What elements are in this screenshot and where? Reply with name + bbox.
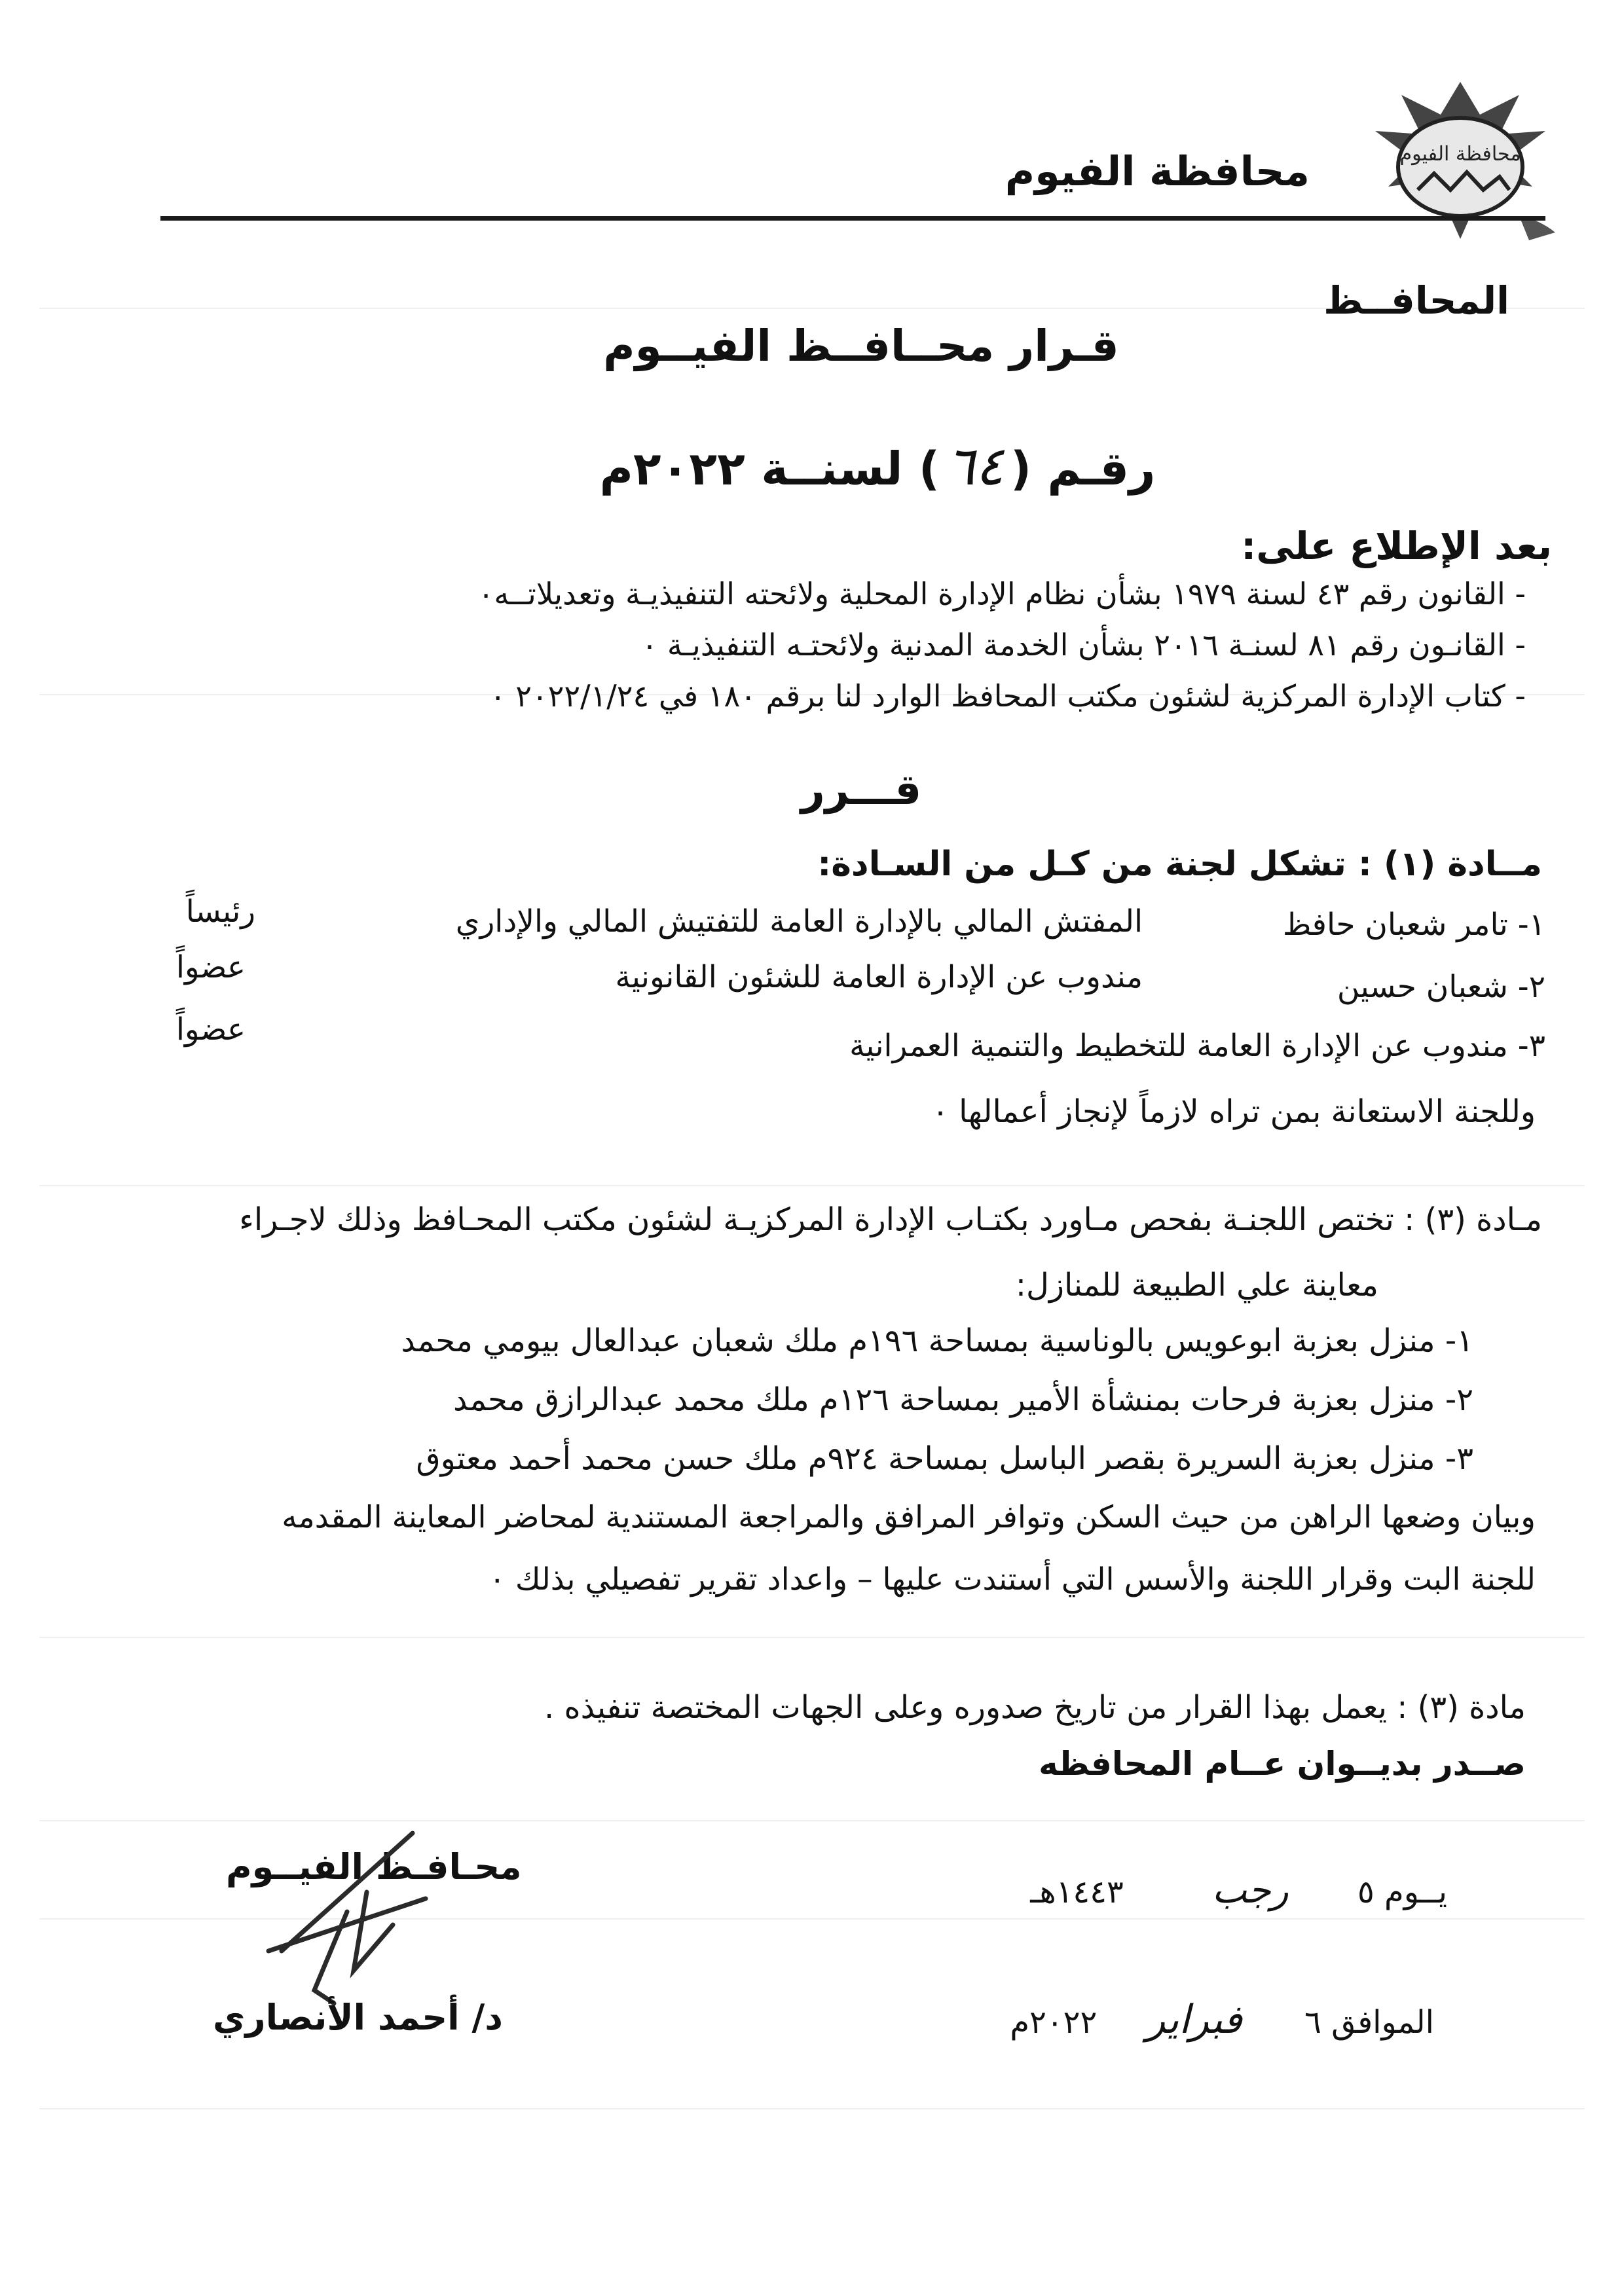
preamble-item: - القانـون رقم ٨١ لسنـة ٢٠١٦ بشأن الخدمة المدنية ولائحتـه التنفيذيـة ٠ bbox=[641, 627, 1526, 663]
article2-item: ٢- منزل بعزبة فرحات بمنشأة الأمير بمساحة ١٢٦م ملك محمد عبدالرازق محمد bbox=[453, 1381, 1473, 1418]
member-position: مندوب عن الإدارة العامة للشئون القانونية bbox=[615, 959, 1143, 995]
issued-line: صــدر بديــوان عــام المحافظه bbox=[1039, 1745, 1526, 1783]
gregorian-date bbox=[1010, 1997, 1434, 2043]
signature-name: د/ أحمد الأنصاري bbox=[213, 1997, 503, 2038]
governorate-name: محافظة الفيوم bbox=[1005, 147, 1310, 195]
decision-title: قـرار محــافــظ الفيــوم bbox=[603, 321, 1119, 371]
article3-text: مادة (٣) : يعمل بهذا القرار من تاريخ صدوره وعلى الجهات المختصة تنفيذه . bbox=[544, 1689, 1526, 1726]
article1-note: وللجنة الاستعانة بمن تراه لازماً لإنجاز أعمالها ٠ bbox=[932, 1093, 1536, 1130]
article2-closing: وبيان وضعها الراهن من حيث السكن وتوافر المرافق والمراجعة المستندية لمحاضر المعاينة المقدمه bbox=[282, 1499, 1536, 1535]
member-role: رئيساً bbox=[185, 894, 255, 930]
member-role: عضواً bbox=[175, 949, 246, 985]
member-role: عضواً bbox=[175, 1011, 246, 1048]
article1-heading: مــادة (١) : تشكل لجنة من كـل من السـادة: bbox=[817, 845, 1542, 884]
decision-number bbox=[0, 435, 1624, 498]
article2-item: ١- منزل بعزبة ابوعويس بالوناسية بمساحة ١٩٦م ملك شعبان عبدالعال بيومي محمد bbox=[401, 1322, 1473, 1359]
member-name: ٣- مندوب عن الإدارة العامة للتخطيط والتنمية العمرانية bbox=[849, 1028, 1545, 1064]
article2-line: معاينة علي الطبيعة للمنازل: bbox=[1015, 1267, 1378, 1303]
preamble-item: - كتاب الإدارة المركزية لشئون مكتب المحافظ الوارد لنا برقم ١٨٠ في ٢٠٢٢/١/٢٤ ٠ bbox=[489, 678, 1526, 714]
decision-number-suffix: ) لسنــة ٢٠٢٢م bbox=[599, 442, 940, 496]
gregorian-month: فبراير bbox=[1146, 1997, 1242, 2043]
eagle-emblem-icon bbox=[1362, 69, 1559, 259]
handwritten-signature bbox=[242, 1820, 439, 2016]
hijri-date bbox=[1030, 1869, 1447, 1912]
member-name: ٢- شعبان حسين bbox=[1337, 969, 1545, 1005]
gregorian-year: ٢٠٢٢م bbox=[1010, 2004, 1098, 2041]
preamble-heading: بعد الإطلاع على: bbox=[1241, 524, 1552, 568]
signature-title: محـافـظ الفيــوم bbox=[226, 1846, 522, 1887]
office-label: المحافــظ bbox=[1323, 278, 1509, 323]
logo-inscription: محافظة الفيوم bbox=[1399, 143, 1521, 166]
hijri-prefix: يــوم ٥ bbox=[1357, 1874, 1447, 1910]
hijri-month: رجب bbox=[1212, 1869, 1289, 1912]
article2-item: ٣- منزل بعزبة السريرة بقصر الباسل بمساحة ٩٢٤م ملك حسن محمد أحمد معتوق bbox=[416, 1440, 1473, 1477]
article2-line: مـادة (٣) : تختص اللجنـة بفحص مـاورد بكتـاب الإدارة المركزيـة لشئون مكتب المحـافظ وذلك لاجـراء bbox=[239, 1201, 1542, 1238]
decision-number-prefix: رقـم ( bbox=[1010, 442, 1156, 496]
preamble-item: - القانون رقم ٤٣ لسنة ١٩٧٩ بشأن نظام الإدارة المحلية ولائحته التنفيذيـة وتعديلاتــه٠ bbox=[477, 576, 1526, 611]
member-position: المفتش المالي بالإدارة العامة للتفتيش المالي والإداري bbox=[455, 903, 1143, 939]
gregorian-prefix: الموافق ٦ bbox=[1304, 2004, 1434, 2041]
header-divider bbox=[160, 216, 1545, 221]
decision-number-value: ٦٤ bbox=[946, 435, 1005, 498]
article2-closing: للجنة البت وقرار اللجنة والأسس التي أستندت عليها – واعداد تقرير تفصيلي بذلك ٠ bbox=[489, 1561, 1536, 1597]
member-name: ١- تامر شعبان حافظ bbox=[1282, 907, 1545, 943]
hijri-year: ١٤٤٣هـ bbox=[1030, 1874, 1124, 1910]
decided-heading: قـــرر bbox=[800, 766, 922, 814]
